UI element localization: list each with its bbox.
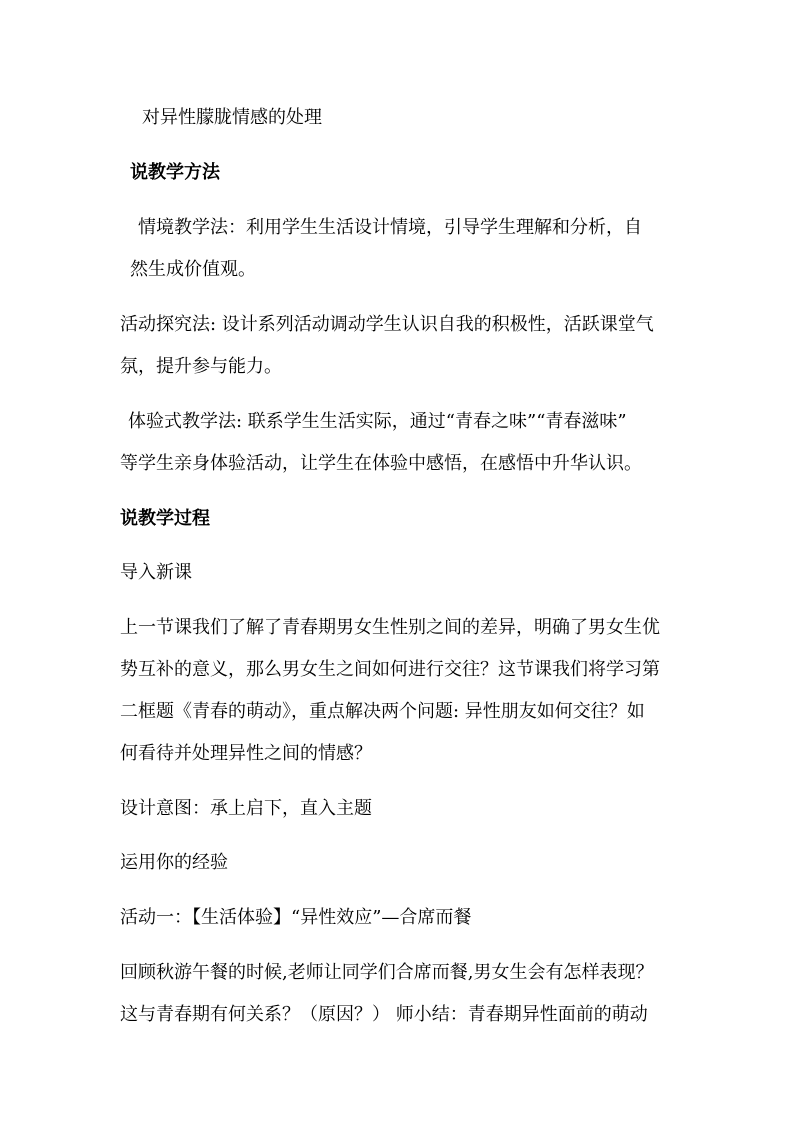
paragraph-line: 活动探究法: 设计系列活动调动学生认识自我的积极性，活跃课堂气 bbox=[120, 314, 654, 335]
paragraph-line: 何看待并处理异性之间的情感？ bbox=[120, 743, 372, 764]
paragraph-line: 等学生亲身体验活动，让学生在体验中感悟，在感悟中升华认识。 bbox=[120, 453, 642, 474]
paragraph-line: 这与青春期有何关系？（原因？） 师小结：青春期异性面前的萌动 bbox=[120, 1004, 648, 1025]
activity-one-title: 活动一：【生活体验】“异性效应”—合席而餐 bbox=[120, 907, 472, 928]
design-intent-line: 设计意图：承上启下，直入主题 bbox=[120, 798, 372, 819]
section-heading-teaching-process: 说教学过程 bbox=[120, 508, 210, 529]
paragraph-line: 二框题《青春的萌动》，重点解决两个问题: 异性朋友如何交往？如 bbox=[120, 701, 645, 722]
paragraph-line: 体验式教学法: 联系学生生活实际，通过“青春之味”“青春滋味” bbox=[128, 411, 627, 432]
section-heading-teaching-methods: 说教学方法 bbox=[130, 162, 220, 183]
heading-opposite-sex-feelings: 对异性朦胧情感的处理 bbox=[142, 107, 322, 128]
paragraph-line: 回顾秋游午餐的时候,老师让同学们合席而餐,男女生会有怎样表现？ bbox=[120, 962, 654, 983]
paragraph-line: 势互补的意义，那么男女生之间如何进行交往？这节课我们将学习第 bbox=[120, 659, 660, 680]
subheading-use-experience: 运用你的经验 bbox=[120, 852, 228, 873]
subheading-introduction: 导入新课 bbox=[120, 562, 192, 583]
paragraph-line: 情境教学法：利用学生生活设计情境，引导学生理解和分析，自 bbox=[138, 217, 642, 238]
paragraph-line: 上一节课我们了解了青春期男女生性别之间的差异，明确了男女生优 bbox=[120, 617, 660, 638]
paragraph-line: 然生成价值观。 bbox=[130, 259, 256, 280]
paragraph-line: 氛，提升参与能力。 bbox=[120, 356, 282, 377]
